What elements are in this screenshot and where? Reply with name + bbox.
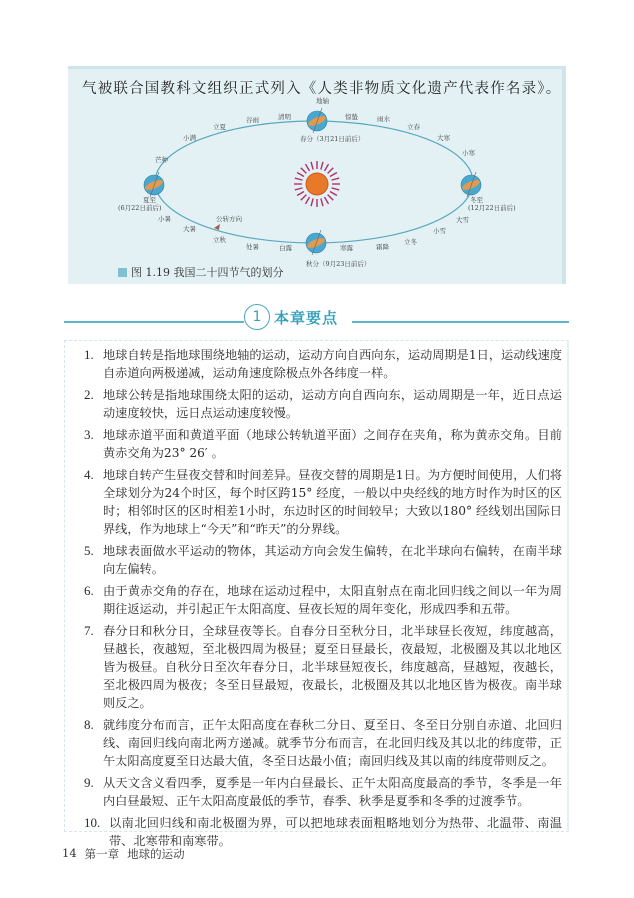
key-point-number: 4.: [84, 467, 94, 482]
sun-ray: [311, 198, 313, 206]
page-footer: [62, 846, 185, 862]
key-point-text: 地球自转是指地球围绕地轴的运动，运动方向自西向东，运动周期是1日，运动线速度自赤道向两极递减，运动角速度除极点外各纬度一样。: [103, 348, 562, 380]
key-point-item: [84, 774, 562, 810]
solar-term-label: 清明: [278, 113, 291, 121]
key-point-text: 就纬度分布而言，正午太阳高度在春秋二分日、夏至日、冬至日分别自赤道、北回归线、南回归线向南北两方递减。就季节分布而言，在北回归线及其以北的纬度带，正午太阳高度夏至日达最大值，冬至日达最小值；南回归线及其以南的纬度带则反之。: [103, 718, 562, 768]
sun-ray: [328, 195, 334, 201]
sun-ray: [306, 164, 310, 171]
solar-term-label: 小雪: [433, 227, 446, 235]
sun-ray: [311, 162, 313, 170]
solar-term-label: 大雪: [456, 216, 469, 224]
winter-solstice-date: (12月22日前后): [468, 204, 516, 212]
solar-term-label: 小寒: [462, 149, 475, 157]
axis-label: 地轴: [316, 97, 329, 105]
section-number-badge: 1: [244, 304, 270, 330]
earth-icon: [306, 230, 326, 255]
key-point-number: 8.: [84, 717, 94, 732]
key-point-item: [84, 542, 562, 578]
key-point-text: 地球公转是指地球围绕太阳的运动，运动方向自西向东，运动周期是一年，近日点运动速度较快，远日点运动速度较慢。: [103, 388, 562, 420]
chapter-label: 第一章: [84, 847, 120, 861]
key-point-number: 3.: [84, 427, 94, 442]
direction-label: 公转方向: [216, 215, 242, 223]
key-point-number: 9.: [84, 775, 94, 790]
sun-ray: [295, 188, 303, 190]
section-title: 本章要点: [274, 308, 339, 327]
key-point-item: [84, 716, 562, 770]
sun-ray: [295, 178, 303, 180]
solar-term-label: 白露: [279, 244, 292, 252]
key-point-item: [84, 582, 562, 618]
key-point-text: 地球赤道平面和黄道平面（地球公转轨道平面）之间存在夹角，称为黄赤交角。目前黄赤交角为23° 26′ 。: [103, 428, 562, 460]
key-point-item: [84, 346, 562, 382]
key-point-item: [84, 622, 562, 712]
sun-ray: [325, 197, 329, 204]
key-point-item: [84, 466, 562, 538]
earth-icon: [461, 172, 481, 197]
solar-term-label: 雨水: [377, 115, 390, 123]
direction-arrow-icon: [214, 224, 220, 230]
solar-term-label: 立夏: [213, 123, 226, 131]
solar-term-label: 立冬: [404, 238, 417, 246]
solar-term-label: 芒种: [155, 156, 168, 164]
key-point-text: 从天文含义看四季，夏季是一年内白昼最长、正午太阳高度最高的季节，冬季是一年内白昼最短、正午太阳高度最低的季节，春季、秋季是夏季和冬季的过渡季节。: [103, 776, 562, 808]
solar-term-label: 谷雨: [246, 116, 259, 124]
key-point-number: 7.: [84, 623, 94, 638]
solar-term-label: 寒露: [340, 244, 353, 252]
sun-ray: [331, 178, 339, 180]
sun-ray: [306, 197, 310, 204]
sun-ray: [328, 168, 334, 174]
key-point-number: 1.: [84, 347, 94, 362]
section-header: [244, 304, 338, 330]
key-point-number: 2.: [84, 387, 94, 402]
key-points-list: [84, 346, 562, 854]
solar-term-label: 小满: [183, 134, 196, 142]
key-point-text: 以南北回归线和南北极圈为界，可以把地球表面粗略地划分为热带、北温带、南温带、北寒带和南寒带。: [109, 816, 562, 848]
summer-solstice-label: 夏至: [143, 196, 156, 204]
caption-text: 图 1.19 我国二十四节气的划分: [131, 266, 284, 279]
solar-term-label: 惊蛰: [345, 113, 358, 121]
key-point-number: 5.: [84, 543, 94, 558]
solar-term-label: 霜降: [376, 243, 389, 251]
key-point-text: 由于黄赤交角的存在，地球在运动过程中，太阳直射点在南北回归线之间以一年为周期往返运动，并引起正午太阳高度、昼夜长短的周年变化，形成四季和五带。: [103, 584, 562, 616]
solar-term-label: 立秋: [213, 236, 226, 244]
key-point-number: 6.: [84, 583, 94, 598]
earth-icon: [144, 172, 164, 197]
key-point-text: 地球自转产生昼夜交替和时间差异。昼夜交替的周期是1日。为方便时间使用，人们将全球划分为24个时区，每个时区跨15° 经度，一般以中央经线的地方时作为时区的区时；相邻时区的区时相差1小时，东边时区的时间较早；大致以180° 经线划出国际日界线，作为地球上“今天”和“昨天”的分界线。: [103, 468, 562, 536]
earth-icon: [307, 108, 327, 133]
summer-solstice-date: (6月22日前后): [118, 204, 162, 212]
sun-ray: [330, 192, 337, 196]
sun-ray: [321, 162, 323, 170]
autumn-equinox-label: 秋分（9月23日前后）: [306, 260, 371, 268]
key-point-item: [84, 814, 562, 850]
section-rule-right: [352, 321, 569, 323]
key-point-item: [84, 386, 562, 422]
spring-equinox-label: 春分（3月21日前后）: [300, 135, 365, 143]
sun-ray: [325, 164, 329, 171]
page-number: 14: [62, 846, 77, 860]
key-point-text: 春分日和秋分日，全球昼夜等长。自春分日至秋分日，北半球昼长夜短，纬度越高，昼越长，夜越短，至北极四周为极昼；夏至日昼最长，夜最短，北极圈及其以北地区皆为极昼。自秋分日至次年春分日，北半球昼短夜长，纬度越高，昼越短，夜越长，至北极四周为极夜；冬至日昼最短，夜最长，北极圈及其以北地区皆为极夜。南半球则反之。: [103, 624, 562, 710]
sun-icon: [294, 161, 340, 207]
solar-terms-diagram: [0, 0, 634, 300]
sun-ray: [331, 188, 339, 190]
key-point-number: 10.: [84, 815, 101, 830]
figure-caption: [118, 264, 284, 280]
section-rule-left: [64, 321, 244, 323]
sun-ray: [297, 173, 304, 177]
sun-ray: [301, 168, 307, 174]
chapter-title: 地球的运动: [127, 847, 185, 861]
sun-ray: [330, 173, 337, 177]
sun-ray: [321, 198, 323, 206]
winter-solstice-label: 冬至: [470, 196, 483, 204]
key-point-item: [84, 426, 562, 462]
intro-text: 气被联合国教科文组织正式列入《人类非物质文化遗产代表作名录》。: [82, 81, 562, 97]
sun-ray: [301, 195, 307, 201]
solar-term-label: 大寒: [437, 134, 450, 142]
sun-ray: [297, 192, 304, 196]
solar-term-label: 小暑: [158, 215, 171, 223]
solar-term-label: 大暑: [183, 225, 196, 233]
key-point-text: 地球表面做水平运动的物体，其运动方向会发生偏转，在北半球向右偏转，在南半球向左偏转。: [103, 544, 562, 576]
solar-term-label: 立春: [407, 123, 420, 131]
caption-marker: [118, 268, 127, 277]
solar-term-label: 处暑: [246, 243, 259, 251]
sun-disk: [306, 173, 328, 195]
